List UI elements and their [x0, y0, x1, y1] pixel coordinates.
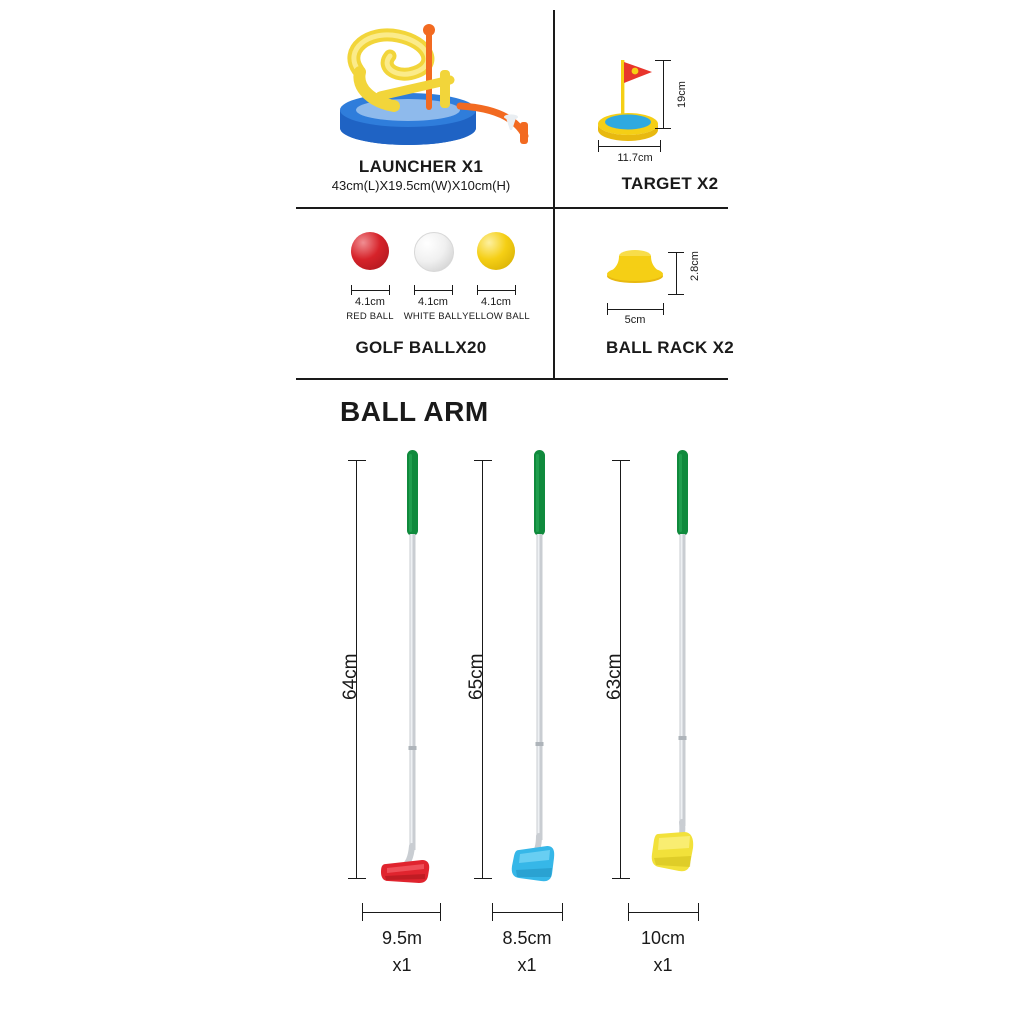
white-ball-tick-left: [414, 285, 415, 295]
red-club-head-tick-left: [362, 903, 363, 921]
white-ball-label: WHITE BALL: [403, 311, 463, 322]
ball-rack-height-tick-bottom: [668, 294, 684, 295]
white-ball-width-rule: [414, 290, 452, 291]
target-width-label: 11.7cm: [617, 152, 653, 164]
yellow-club-length-tick-top: [612, 460, 630, 461]
blue-club-quantity: x1: [517, 955, 537, 975]
target-width-tick-right: [660, 140, 661, 152]
target-title: TARGET X2: [621, 174, 719, 193]
yellow-ball: [477, 232, 515, 270]
golf-ball-title: GOLF BALLX20: [355, 338, 487, 357]
white-ball-tick-right: [452, 285, 453, 295]
blue-club-head-tick-left: [492, 903, 493, 921]
yellow-club-quantity: x1: [653, 955, 673, 975]
ball-rack-title: BALL RACK X2: [606, 338, 734, 357]
ball-rack-svg: [595, 240, 675, 296]
target-height-tick-bottom: [655, 128, 671, 129]
yellow-club-length-label: 63cm: [604, 653, 625, 700]
launcher-illustration: [320, 10, 540, 150]
red-club-head-width: 9.5m: [381, 928, 423, 948]
blue-club-illustration: [505, 450, 575, 890]
white-ball: [414, 232, 454, 272]
ball-rack-height-label: 2.8cm: [689, 251, 701, 281]
red-club-svg: [378, 450, 448, 890]
yellow-club-illustration: [648, 450, 718, 890]
red-club-length-tick-top: [348, 460, 366, 461]
ball-rack-height-tick-top: [668, 252, 684, 253]
target-height-rule: [663, 60, 664, 128]
target-height-label: 19cm: [676, 81, 688, 108]
yellow-club-head-tick-left: [628, 903, 629, 921]
red-club-length-tick-bottom: [348, 878, 366, 879]
blue-club-head-rule: [492, 912, 562, 913]
red-club-head-tick-right: [440, 903, 441, 921]
target-width-rule: [598, 146, 660, 147]
yellow-club-head-width: 10cm: [640, 928, 685, 948]
red-ball-dim: 4.1cm: [355, 296, 385, 308]
yellow-ball-width-rule: [477, 290, 515, 291]
target-width-tick-left: [598, 140, 599, 152]
red-club-length-label: 64cm: [340, 653, 361, 700]
target-illustration: [590, 52, 680, 148]
yellow-ball-dim: 4.1cm: [481, 296, 511, 308]
ball-rack-width-label: 5cm: [624, 314, 646, 326]
red-club-head-rule: [362, 912, 440, 913]
blue-club-length-label: 65cm: [466, 653, 487, 700]
ball-rack-width-rule: [607, 309, 663, 310]
red-ball: [351, 232, 389, 270]
red-ball-tick-left: [351, 285, 352, 295]
yellow-club-head-rule: [628, 912, 698, 913]
blue-club-length-tick-bottom: [474, 878, 492, 879]
blue-club-svg: [505, 450, 575, 890]
yellow-club-svg: [648, 450, 718, 890]
divider-middle-horizontal: [296, 378, 728, 380]
divider-upper-vertical: [553, 10, 555, 208]
divider-lower-vertical: [553, 209, 555, 378]
ball-rack-illustration: [595, 240, 675, 296]
yellow-ball-tick-left: [477, 285, 478, 295]
blue-club-head-width: 8.5cm: [502, 928, 552, 948]
divider-top-horizontal: [296, 207, 728, 209]
red-club-quantity: x1: [392, 955, 412, 975]
red-ball-tick-right: [389, 285, 390, 295]
red-ball-width-rule: [351, 290, 389, 291]
target-svg: [590, 52, 680, 148]
white-ball-dim: 4.1cm: [418, 296, 448, 308]
blue-club-length-tick-top: [474, 460, 492, 461]
launcher-svg: [320, 10, 540, 150]
section-title-ball-arm: BALL ARM: [340, 396, 489, 427]
yellow-club-length-tick-bottom: [612, 878, 630, 879]
ball-rack-height-rule: [676, 252, 677, 294]
launcher-subtitle: 43cm(L)X19.5cm(W)X10cm(H): [331, 178, 511, 193]
launcher-title: LAUNCHER X1: [358, 157, 484, 176]
red-ball-label: RED BALL: [346, 311, 394, 322]
target-height-tick-top: [655, 60, 671, 61]
yellow-club-head-tick-right: [698, 903, 699, 921]
yellow-ball-label: YELLOW BALL: [462, 311, 530, 322]
yellow-ball-tick-right: [515, 285, 516, 295]
blue-club-head-tick-right: [562, 903, 563, 921]
red-club-illustration: [378, 450, 448, 890]
